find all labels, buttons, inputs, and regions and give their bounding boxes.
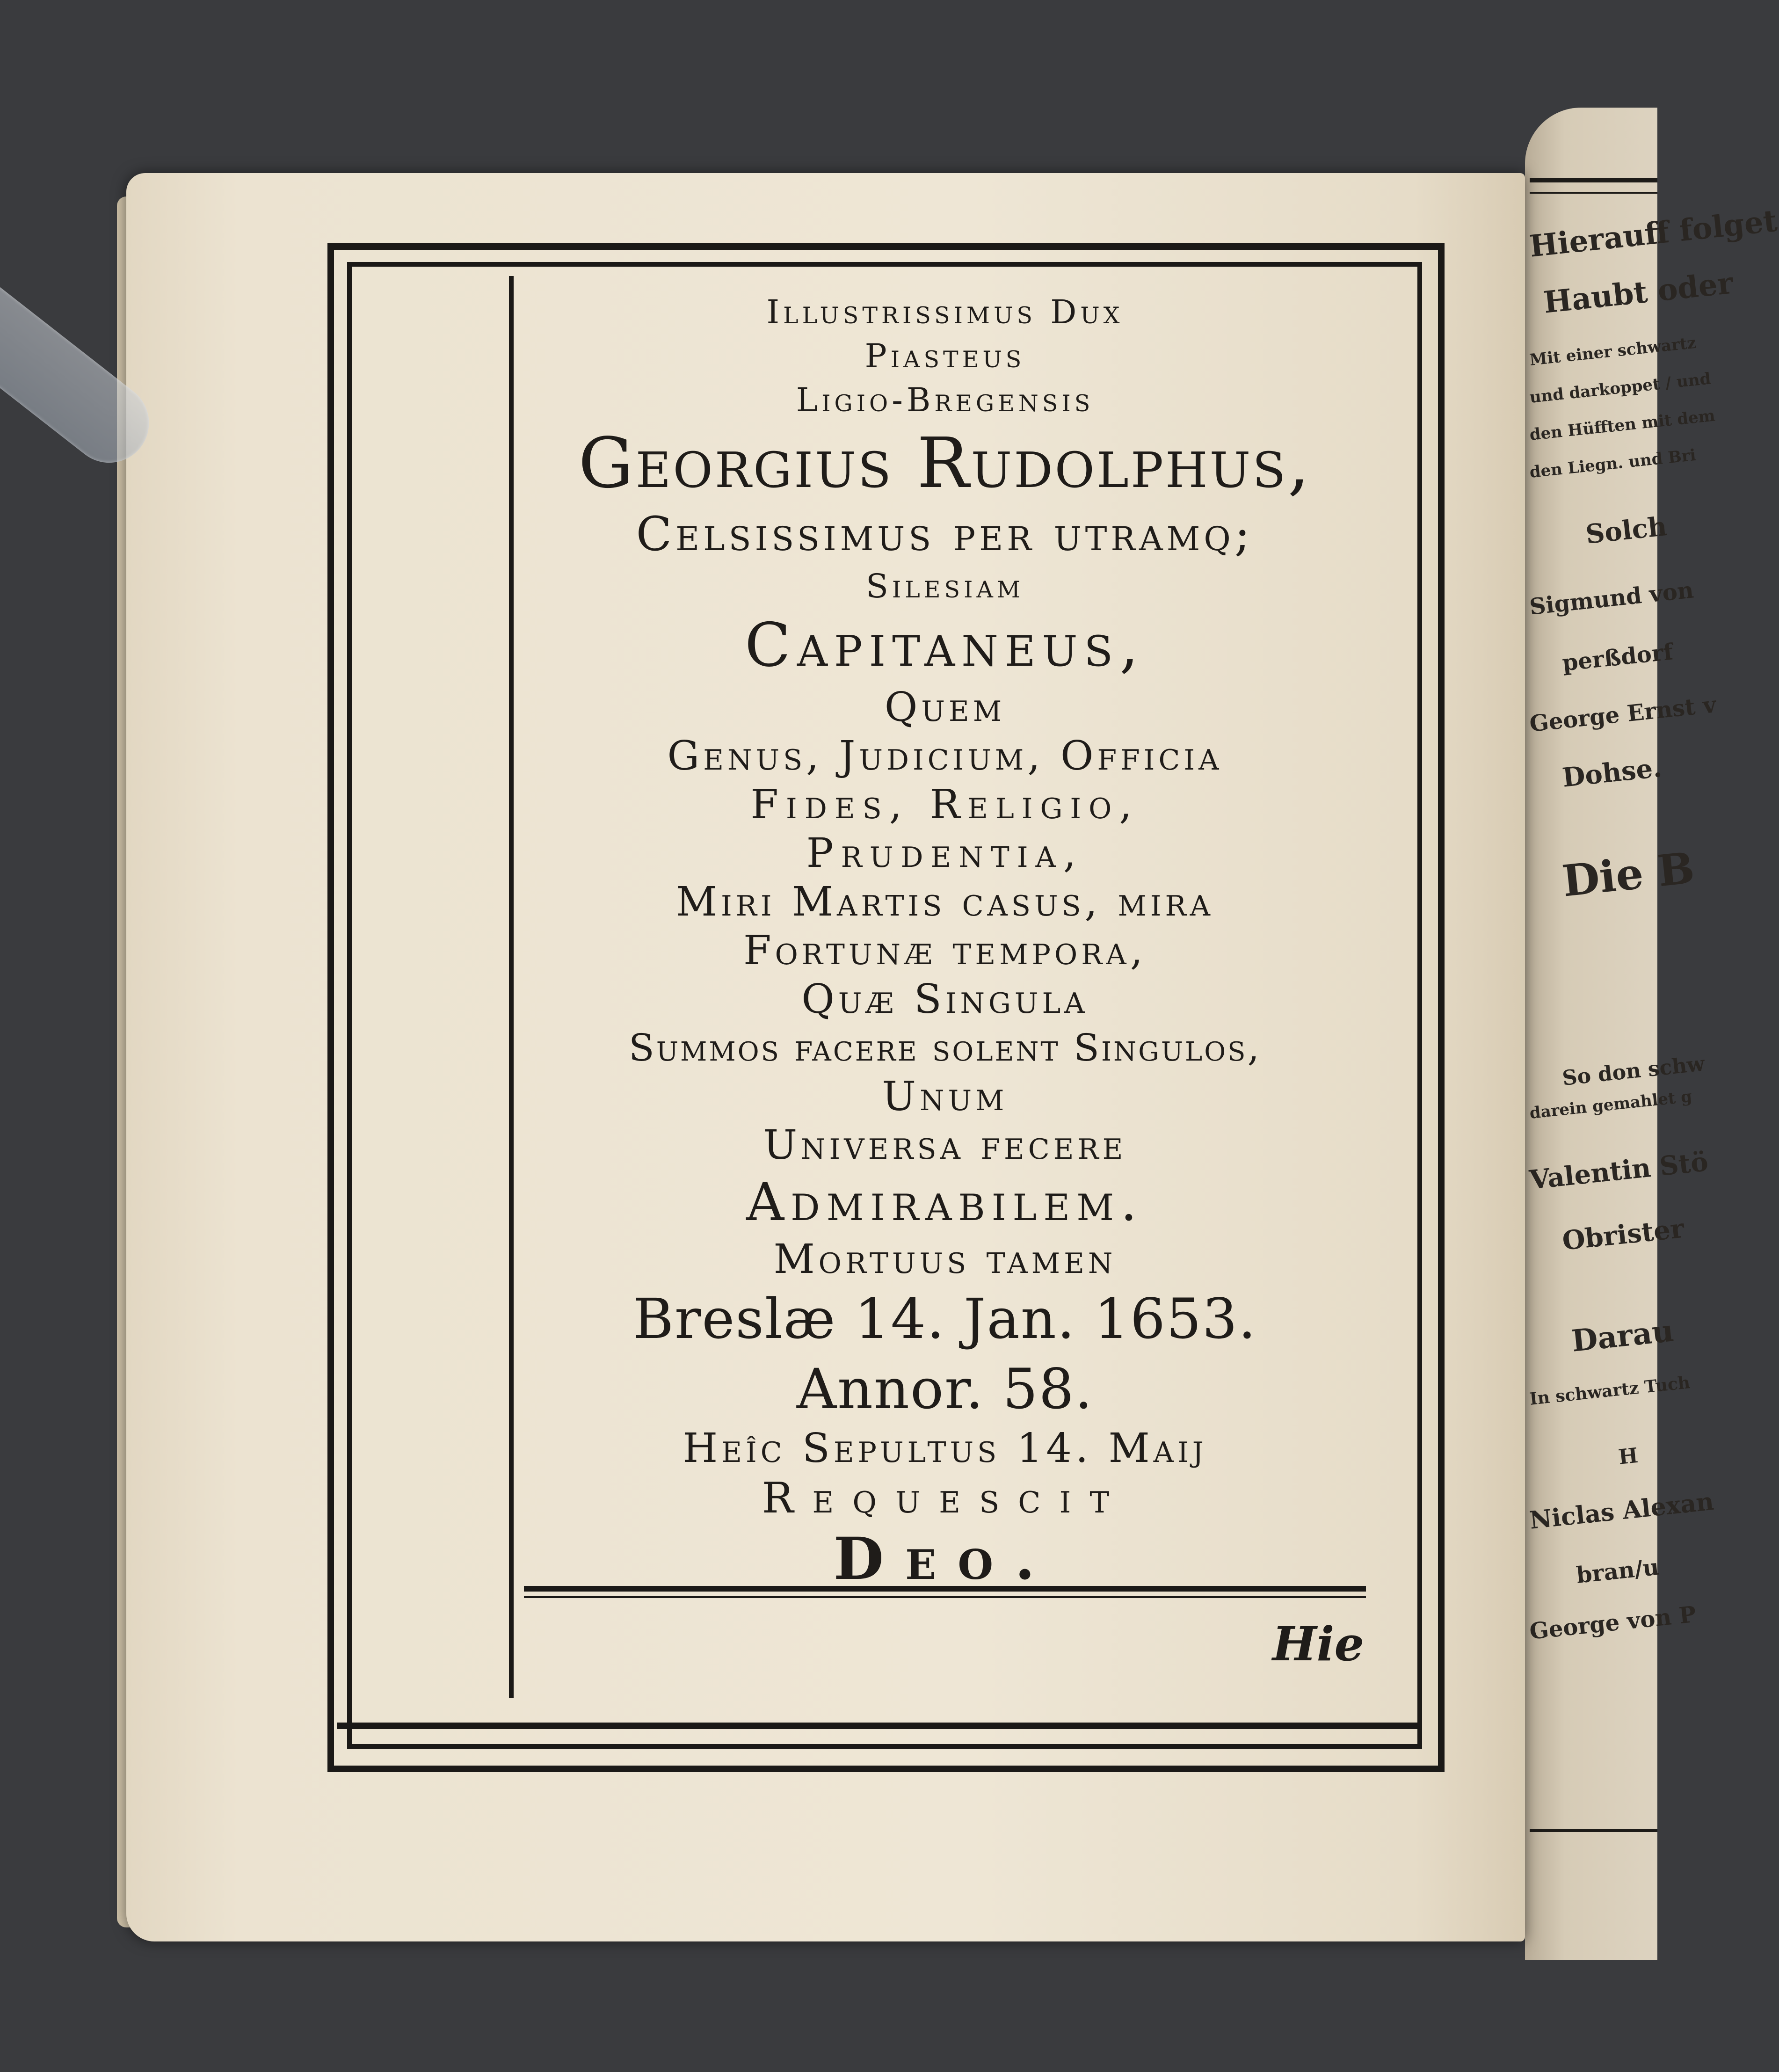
facing-page-line: George Ernst v: [1528, 691, 1717, 737]
inscription-line: Genus, Judicium, Officia: [667, 733, 1223, 779]
inscription-line: Quæ Singula: [801, 976, 1089, 1023]
inscription-line: Capitaneus,: [745, 611, 1145, 680]
facing-page-line: George von P: [1528, 1601, 1698, 1645]
facing-page-line: Hierauff folget: [1528, 203, 1779, 264]
facing-page-line: Sigmund von: [1528, 577, 1695, 620]
inscription-text: [515, 290, 1375, 1594]
frame-column-rule: [509, 276, 514, 1698]
facing-page-line: Niclas Alexan: [1528, 1487, 1715, 1535]
inscription-line: Fortunæ tempora,: [743, 927, 1147, 974]
facing-page-line: Obrister: [1561, 1213, 1686, 1257]
facing-page-line: Solch: [1584, 511, 1669, 550]
inscription-line: Heîc Sepultus 14. Maij: [683, 1425, 1207, 1472]
facing-page: [1525, 108, 1779, 1960]
inscription-line: Miri Martis casus, mira: [676, 879, 1214, 925]
inscription-line: Breslæ 14. Jan. 1653.: [633, 1287, 1257, 1351]
inscription-line: Universa fecere: [763, 1122, 1127, 1169]
inscription-line: Fides, Religio,: [750, 781, 1140, 828]
facing-page-line: darein gemahlet g: [1528, 1087, 1693, 1123]
facing-page-line: Dohse.: [1561, 752, 1663, 793]
facing-page-line: Mit einer schwartz: [1528, 333, 1697, 370]
inscription-line: Quem: [884, 684, 1006, 731]
inscription-line: Piasteus: [864, 337, 1025, 375]
inscription-line: Annor. 58.: [796, 1357, 1094, 1421]
inscription-line: Silesiam: [865, 567, 1024, 605]
facing-page-line: den Liegn. und Bri: [1528, 445, 1697, 482]
inscription-line: Georgius Rudolphus,: [578, 423, 1312, 503]
inscription-line: Admirabilem.: [746, 1172, 1144, 1233]
facing-page-line: In schwartz Tuch: [1528, 1373, 1691, 1409]
inscription-line: Unum: [882, 1073, 1008, 1120]
inscription-line: Summos facere solent Singulos,: [629, 1026, 1261, 1069]
facing-page-line: H: [1617, 1443, 1640, 1469]
facing-page-line: perßdorf: [1561, 639, 1675, 676]
facing-page-rule: [1530, 192, 1657, 194]
facing-page-line: Valentin Stö: [1528, 1146, 1710, 1196]
catchword: Hie: [1272, 1616, 1365, 1672]
inscription-line: Prudentia,: [806, 830, 1084, 877]
inscription-line: Ligio-Bregensis: [796, 381, 1094, 419]
facing-page-line: Die B: [1560, 842, 1697, 907]
facing-page-line: bran/u: [1575, 1554, 1661, 1589]
facing-page-line: und darkoppet / und: [1528, 369, 1712, 407]
facing-page-line: Darau: [1570, 1313, 1676, 1359]
facing-page-line: So don schw: [1561, 1052, 1706, 1091]
inscription-line: Requescit: [762, 1474, 1128, 1523]
inscription-line: Celsissimus per utramq;: [636, 507, 1254, 561]
inscription-line: Illustrissimus Dux: [766, 293, 1124, 331]
frame-base-rule: [337, 1723, 1422, 1729]
inscription-line: Deo.: [833, 1525, 1057, 1593]
inscription-line: Mortuus tamen: [773, 1236, 1117, 1283]
facing-page-rule: [1530, 1829, 1657, 1832]
frame-bottom-rule-thin: [524, 1596, 1366, 1598]
facing-page-rule: [1530, 178, 1657, 182]
facing-page-line: den Hüfften mit dem: [1528, 406, 1716, 444]
facing-page-line: Haubt oder: [1542, 265, 1735, 320]
